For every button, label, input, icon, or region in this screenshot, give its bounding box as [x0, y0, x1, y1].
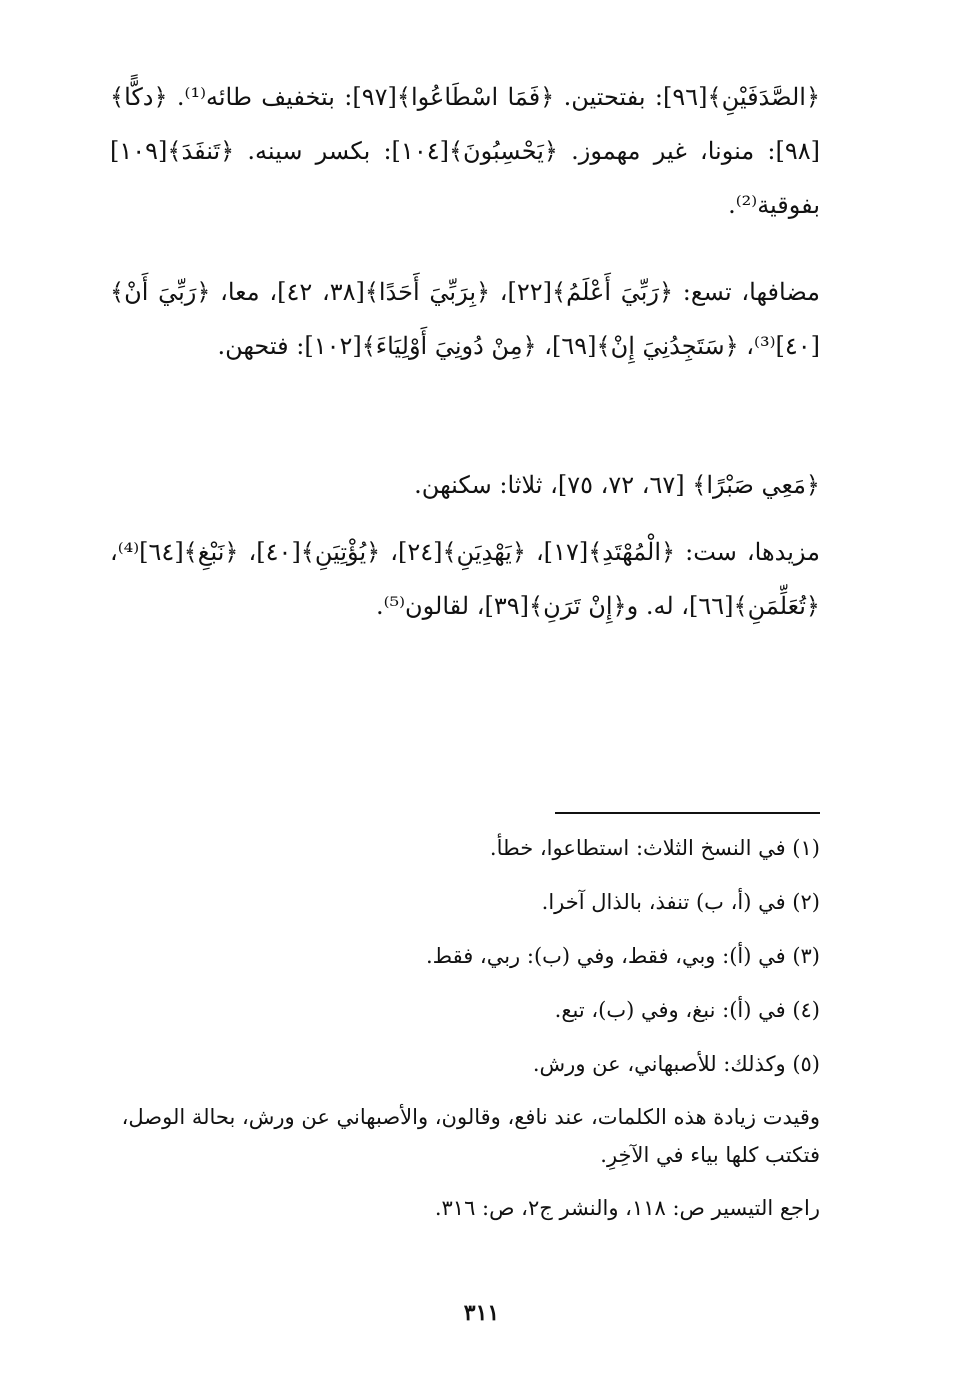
main-text-4 [110, 525, 820, 633]
main-text-3 [110, 458, 820, 512]
footnote-comment: وقيدت زيادة هذه الكلمات، عند نافع، وقالون، والأصبهاني عن ورش، بحالة الوصل، فتكتب كلها بياء في الآخِرِ. [121, 1105, 820, 1167]
footnote-3: (٣) في (أ): وبي، فقط، وفي (ب): ربي، فقط. [425, 944, 820, 968]
main-text [110, 70, 820, 232]
footnote-divider [555, 812, 820, 814]
main-text-2 [110, 265, 820, 373]
footnote-4: (٤) في (أ): نبغ، وفي (ب)، تبع. [554, 998, 820, 1022]
footnote-reference: راجع التيسير ص: ١١٨، والنشر ج٢، ص: ٣١٦. [434, 1196, 820, 1220]
paragraph-4: مزيدها، ست: ﴿الْمُهْتَدِ﴾[١٧]، ﴿يَهْدِيَنِ﴾[٢٤]، ﴿يُؤْتِيَنِ﴾[٤٠]، ﴿نَبْغِ﴾[٦٤]⁽⁴⁾، ﴿تُعَلِّمَنِ﴾[٦٦]، له. و﴿إِنْ تَرَنِ﴾[٣٩]، لقالون⁽⁵⁾. [110, 538, 821, 620]
footnotes [110, 828, 820, 1242]
paragraph-2: مضافها، تسع: ﴿رَبِّيَ أَعْلَمُ﴾[٢٢]، ﴿بِرَبِّيَ أَحَدًا﴾[٣٨، ٤٢]، معا، ﴿رَبِّيَ أَنْ﴾[٤٠]⁽³⁾، ﴿سَتَجِدُنِيَ إِنْ﴾[٦٩]، ﴿مِنْ دُونِيَ أَوْلِيَاءَ﴾[١٠٢]: فتحهن. [110, 278, 821, 360]
footnote-1: (١) في النسخ الثلاث: استطاعوا، خطأ. [489, 836, 820, 860]
paragraph-3: ﴿مَعِي صَبْرًا﴾ [٦٧، ٧٢، ٧٥]، ثلاثا: سكنهن. [414, 471, 820, 499]
footnote-2: (٢) في (أ، ب) تنفذ، بالذال آخرا. [541, 890, 820, 914]
paragraph-1: ﴿الصَّدَفَيْنِ﴾[٩٦]: بفتحتين. ﴿فَمَا اسْطَاعُوا﴾[٩٧]: بتخفيف طائه⁽¹⁾. ﴿دكًّا﴾[٩٨]: منونا، غير مهموز. ﴿يَحْسِبُونَ﴾[١٠٤]: بكسر سينه. ﴿تَنفَدَ﴾[١٠٩] بفوقية⁽²⁾. [110, 83, 821, 219]
footnote-5: (٥) وكذلك: للأصبهاني، عن ورش. [532, 1052, 820, 1076]
page-number: ٣١١ [463, 1300, 500, 1326]
